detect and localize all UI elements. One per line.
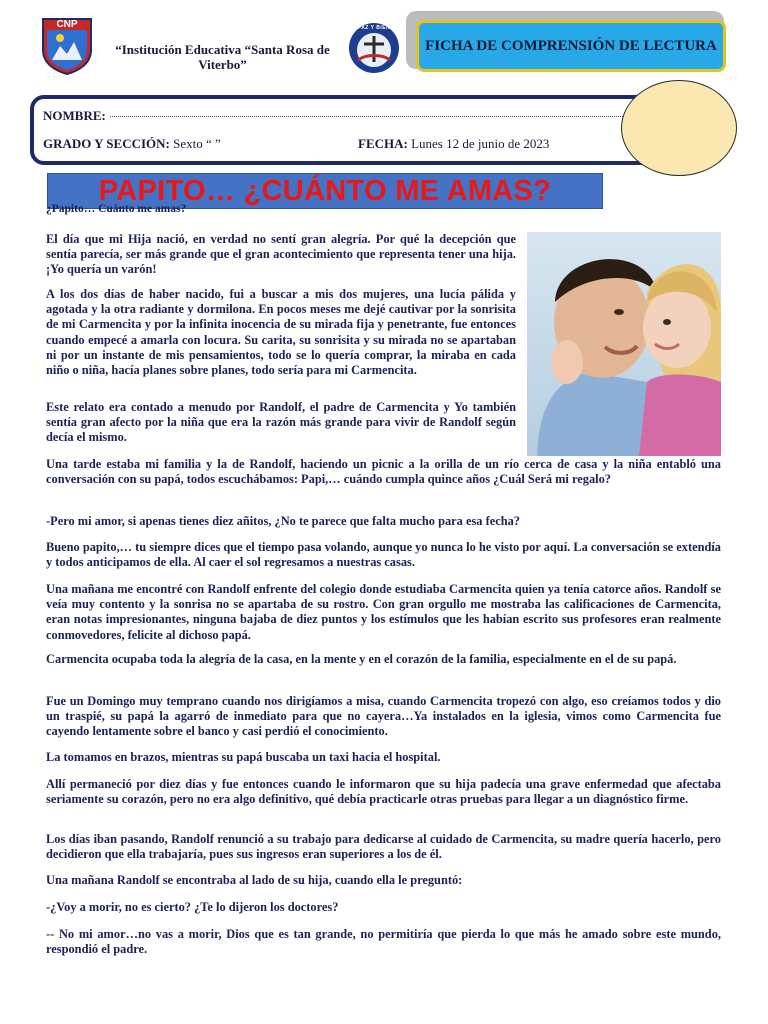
student-info-box xyxy=(30,95,670,165)
paragraph-11: Allí permaneció por diez días y fue entonces cuando le informaron que su hija padecía una grave enfermedad que afectaba seriamente su corazón, pero no era algo definitivo, qué debía practicarle otras pruebas para llegar a un diagnóstico firme. xyxy=(46,777,721,807)
paragraph-6: Bueno papito,… tu siempre dices que el tiempo pasa volando, aunque yo nunca lo he visto por aquí. La conversación se extendía y todos anticipamos de ella. Al caer el sol regresamos a nuestras casas. xyxy=(46,540,721,570)
date-value: Lunes 12 de junio de 2023 xyxy=(411,136,550,151)
story-subtitle: ¿Papito… Cuánto me amas? xyxy=(46,203,187,215)
shield-logo-text: CNP xyxy=(56,19,78,30)
paragraph-9: Fue un Domingo muy temprano cuando nos dirigíamos a misa, cuando Carmencita tropezó con algo, eso creíamos todos y dio un traspié, su papá la agarró de inmediato para que no cayera…Ya instalados en la iglesia, vimos como Carmencita fue cayendo lentamente sobre el banco y casi perdió el conocimiento. xyxy=(46,694,721,739)
paragraph-8: Carmencita ocupaba toda la alegría de la casa, en la mente y en el corazón de la familia, especialmente en el de su papá. xyxy=(46,652,677,666)
paragraph-12: Los días iban pasando, Randolf renunció a su trabajo para dedicarse al cuidado de Carmencita, su madre quería hacerlo, pero decidieron que ella trabajaría, pues sus ingresos eran superiores a los de él. xyxy=(46,832,721,862)
father-daughter-photo xyxy=(527,232,721,456)
paragraph-5: -Pero mi amor, si apenas tienes diez añitos, ¿No te parece que falta mucho para esa fecha? xyxy=(46,514,521,528)
paragraph-14: -¿Voy a morir, no es cierto? ¿Te lo dijeron los doctores? xyxy=(46,900,339,914)
grade-field xyxy=(43,136,221,152)
photo-placeholder-circle xyxy=(621,80,737,176)
grade-value: Sexto “ ” xyxy=(173,136,221,151)
paragraph-2: A los dos días de haber nacido, fui a buscar a mis dos mujeres, una lucía pálida y agotada y la otra radiante y dormilona. En pocos meses me dejé cautivar por la sonrisita de mi Carmencita y por la infinita inocencia de su mirada fija y penetrante, fue entonces cuando empecé a amarla con locura. Su carita, su sonrisita y su mirada no se apartaban ni por un instante de mis pensamientos, todo se lo quería comprar, la miraba en cada niño o niña, hacía planes sobre planes, todo sería para mi Carmencita. xyxy=(46,287,516,378)
paragraph-13: Una mañana Randolf se encontraba al lado de su hija, cuando ella le preguntó: xyxy=(46,873,463,887)
school-name: “Institución Educativa “Santa Rosa de Viterbo” xyxy=(115,42,330,72)
name-label: NOMBRE: xyxy=(43,108,106,123)
paragraph-1: El día que mi Hija nació, en verdad no sentí gran alegría. Por qué la decepción que sentía parecía, ser más grande que el gran acontecimiento que representa tener una hija. ¡Yo quería un varón! xyxy=(46,232,516,277)
grade-label: GRADO Y SECCIÓN: xyxy=(43,136,170,151)
date-label: FECHA: xyxy=(358,136,408,151)
paragraph-4: Una tarde estaba mi familia y la de Randolf, haciendo un picnic a la orilla de un río cerca de casa y la niña entabló una conversación con su papá, todos escuchábamos: Papi,… cuándo cumpla quince años ¿Cuál Será mi regalo? xyxy=(46,457,721,487)
seal-logo-text: PAZ Y BIEN xyxy=(357,25,391,31)
story-title: PAPITO… ¿CUÁNTO ME AMAS? xyxy=(98,174,552,207)
paragraph-3: Este relato era contado a menudo por Randolf, el padre de Carmencita y Yo también sentía gran afecto por la niña que era la razón más grande para vivir de Randolf según decía el mismo. xyxy=(46,400,516,445)
name-input-line[interactable] xyxy=(110,116,625,117)
paragraph-10: La tomamos en brazos, mientras su papá buscaba un taxi hacia el hospital. xyxy=(46,750,441,764)
paragraph-7: Una mañana me encontré con Randolf enfrente del colegio donde estudiaba Carmencita quien ya tenía catorce años. Randolf se veía muy contento y la sonrisa no se apartaba de su rostro. Con gran orgullo me mostraba las calificaciones de Carmencita, eran notas impresionantes, ninguna bajaba de diez puntos y los estímulos que les habían escrito sus profesores eran realmente conmovedores, felicite al dichoso papá. xyxy=(46,582,721,642)
paragraph-15: -- No mi amor…no vas a morir, Dios que es tan grande, no permitiría que pierda lo que más he amado sobre este mundo, respondió el padre. xyxy=(46,927,721,957)
document-title: FICHA DE COMPRENSIÓN DE LECTURA xyxy=(416,20,726,72)
date-field xyxy=(358,136,549,152)
